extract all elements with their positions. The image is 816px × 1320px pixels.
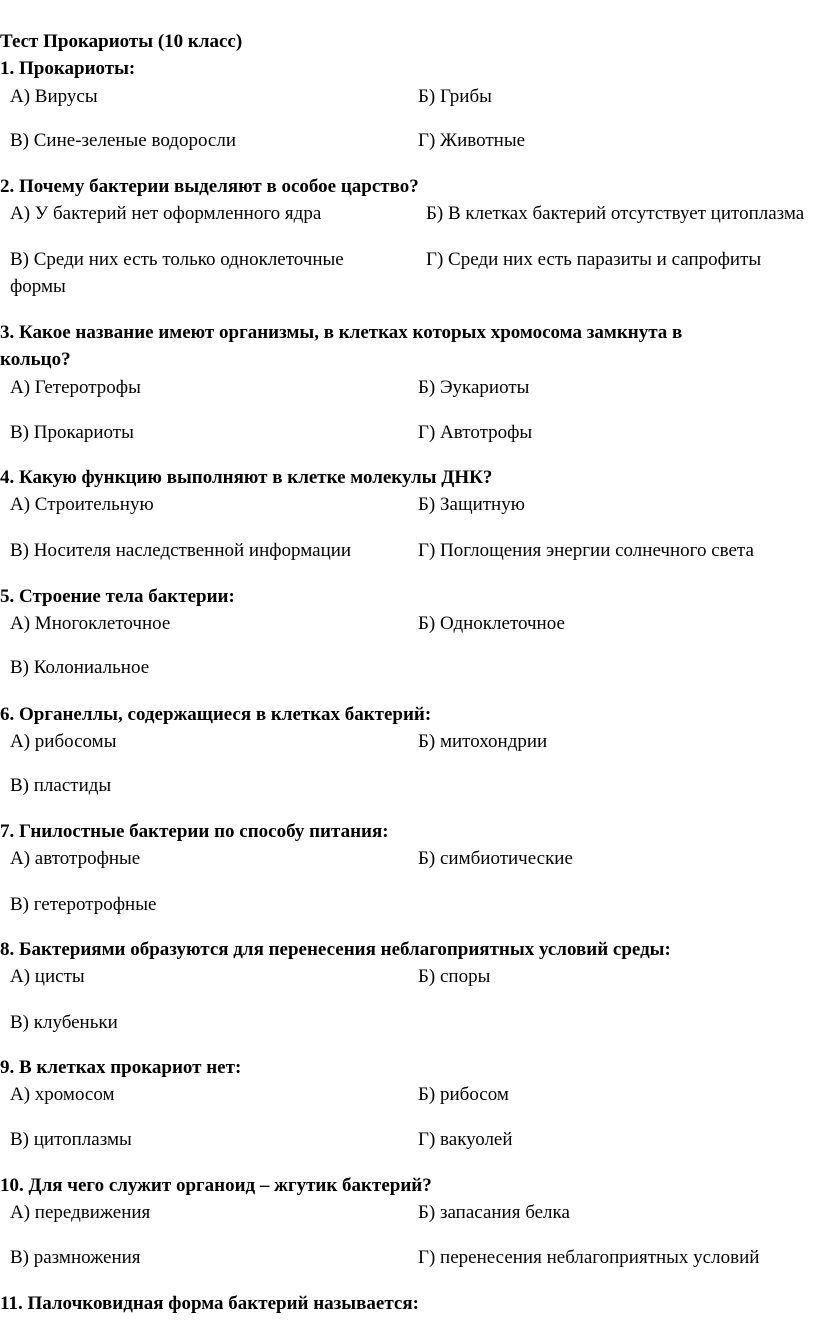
q8-option-a: А) цисты <box>10 966 85 987</box>
q8-option-b: Б) споры <box>418 966 491 987</box>
q7-option-b: Б) симбиотические <box>418 848 573 869</box>
q7-option-c: В) гетеротрофные <box>10 894 157 915</box>
q8-option-c: В) клубеньки <box>10 1012 118 1033</box>
q9-option-b: Б) рибосом <box>418 1084 509 1105</box>
question-7: 7. Гнилостные бактерии по способу питания: <box>0 821 389 842</box>
q5-option-a: А) Многоклеточное <box>10 613 171 634</box>
question-1: 1. Прокариоты: <box>0 58 136 79</box>
q1-option-b: Б) Грибы <box>418 86 492 107</box>
question-5: 5. Строение тела бактерии: <box>0 586 235 607</box>
question-11: 11. Палочковидная форма бактерий называется: <box>0 1293 419 1314</box>
q2-option-d: Г) Среди них есть паразиты и сапрофиты <box>426 249 762 270</box>
q9-option-d: Г) вакуолей <box>418 1129 513 1150</box>
q4-option-b: Б) Защитную <box>418 494 525 515</box>
q9-option-c: В) цитоплазмы <box>10 1129 132 1150</box>
q10-option-a: А) передвижения <box>10 1202 151 1223</box>
q6-option-c: В) пластиды <box>10 775 112 796</box>
q1-option-a: А) Вирусы <box>10 86 98 107</box>
q5-option-c: В) Колониальное <box>10 657 150 678</box>
q10-option-b: Б) запасания белка <box>418 1202 570 1223</box>
question-6: 6. Органеллы, содержащиеся в клетках бактерий: <box>0 704 432 725</box>
q5-option-b: Б) Одноклеточное <box>418 613 565 634</box>
q1-option-c: В) Сине-зеленые водоросли <box>10 130 237 151</box>
q9-option-a: А) хромосом <box>10 1084 115 1105</box>
question-4: 4. Какую функцию выполняют в клетке молекулы ДНК? <box>0 467 493 488</box>
q10-option-c: В) размножения <box>10 1247 141 1268</box>
q2-option-b: Б) В клетках бактерий отсутствует цитоплазма <box>426 203 805 224</box>
question-9: 9. В клетках прокариот нет: <box>0 1057 242 1078</box>
question-10: 10. Для чего служит органоид – жгутик бактерий? <box>0 1175 432 1196</box>
q3-option-a: А) Гетеротрофы <box>10 377 141 398</box>
q3-option-c: В) Прокариоты <box>10 422 134 443</box>
q2-option-a: А) У бактерий нет оформленного ядра <box>10 203 322 224</box>
question-8: 8. Бактериями образуются для перенесения неблагоприятных условий среды: <box>0 939 671 960</box>
q4-option-d: Г) Поглощения энергии солнечного света <box>418 540 754 561</box>
q6-option-b: Б) митохондрии <box>418 731 548 752</box>
q7-option-a: А) автотрофные <box>10 848 141 869</box>
page-title: Тест Прокариоты (10 класс) <box>0 31 243 52</box>
q10-option-d: Г) перенесения неблагоприятных условий <box>418 1247 760 1268</box>
question-2: 2. Почему бактерии выделяют в особое царство? <box>0 176 419 197</box>
q4-option-c: В) Носителя наследственной информации <box>10 540 352 561</box>
q1-option-d: Г) Животные <box>418 130 526 151</box>
q3-option-b: Б) Эукариоты <box>418 377 530 398</box>
q3-option-d: Г) Автотрофы <box>418 422 533 443</box>
q6-option-a: А) рибосомы <box>10 731 117 752</box>
question-3-line-1: 3. Какое название имеют организмы, в клетках которых хромосома замкнута в <box>0 322 683 343</box>
q4-option-a: А) Строительную <box>10 494 154 515</box>
question-3-line-2: кольцо? <box>0 349 71 370</box>
q2-option-c: В) Среди них есть только одноклеточные формы <box>10 249 344 297</box>
